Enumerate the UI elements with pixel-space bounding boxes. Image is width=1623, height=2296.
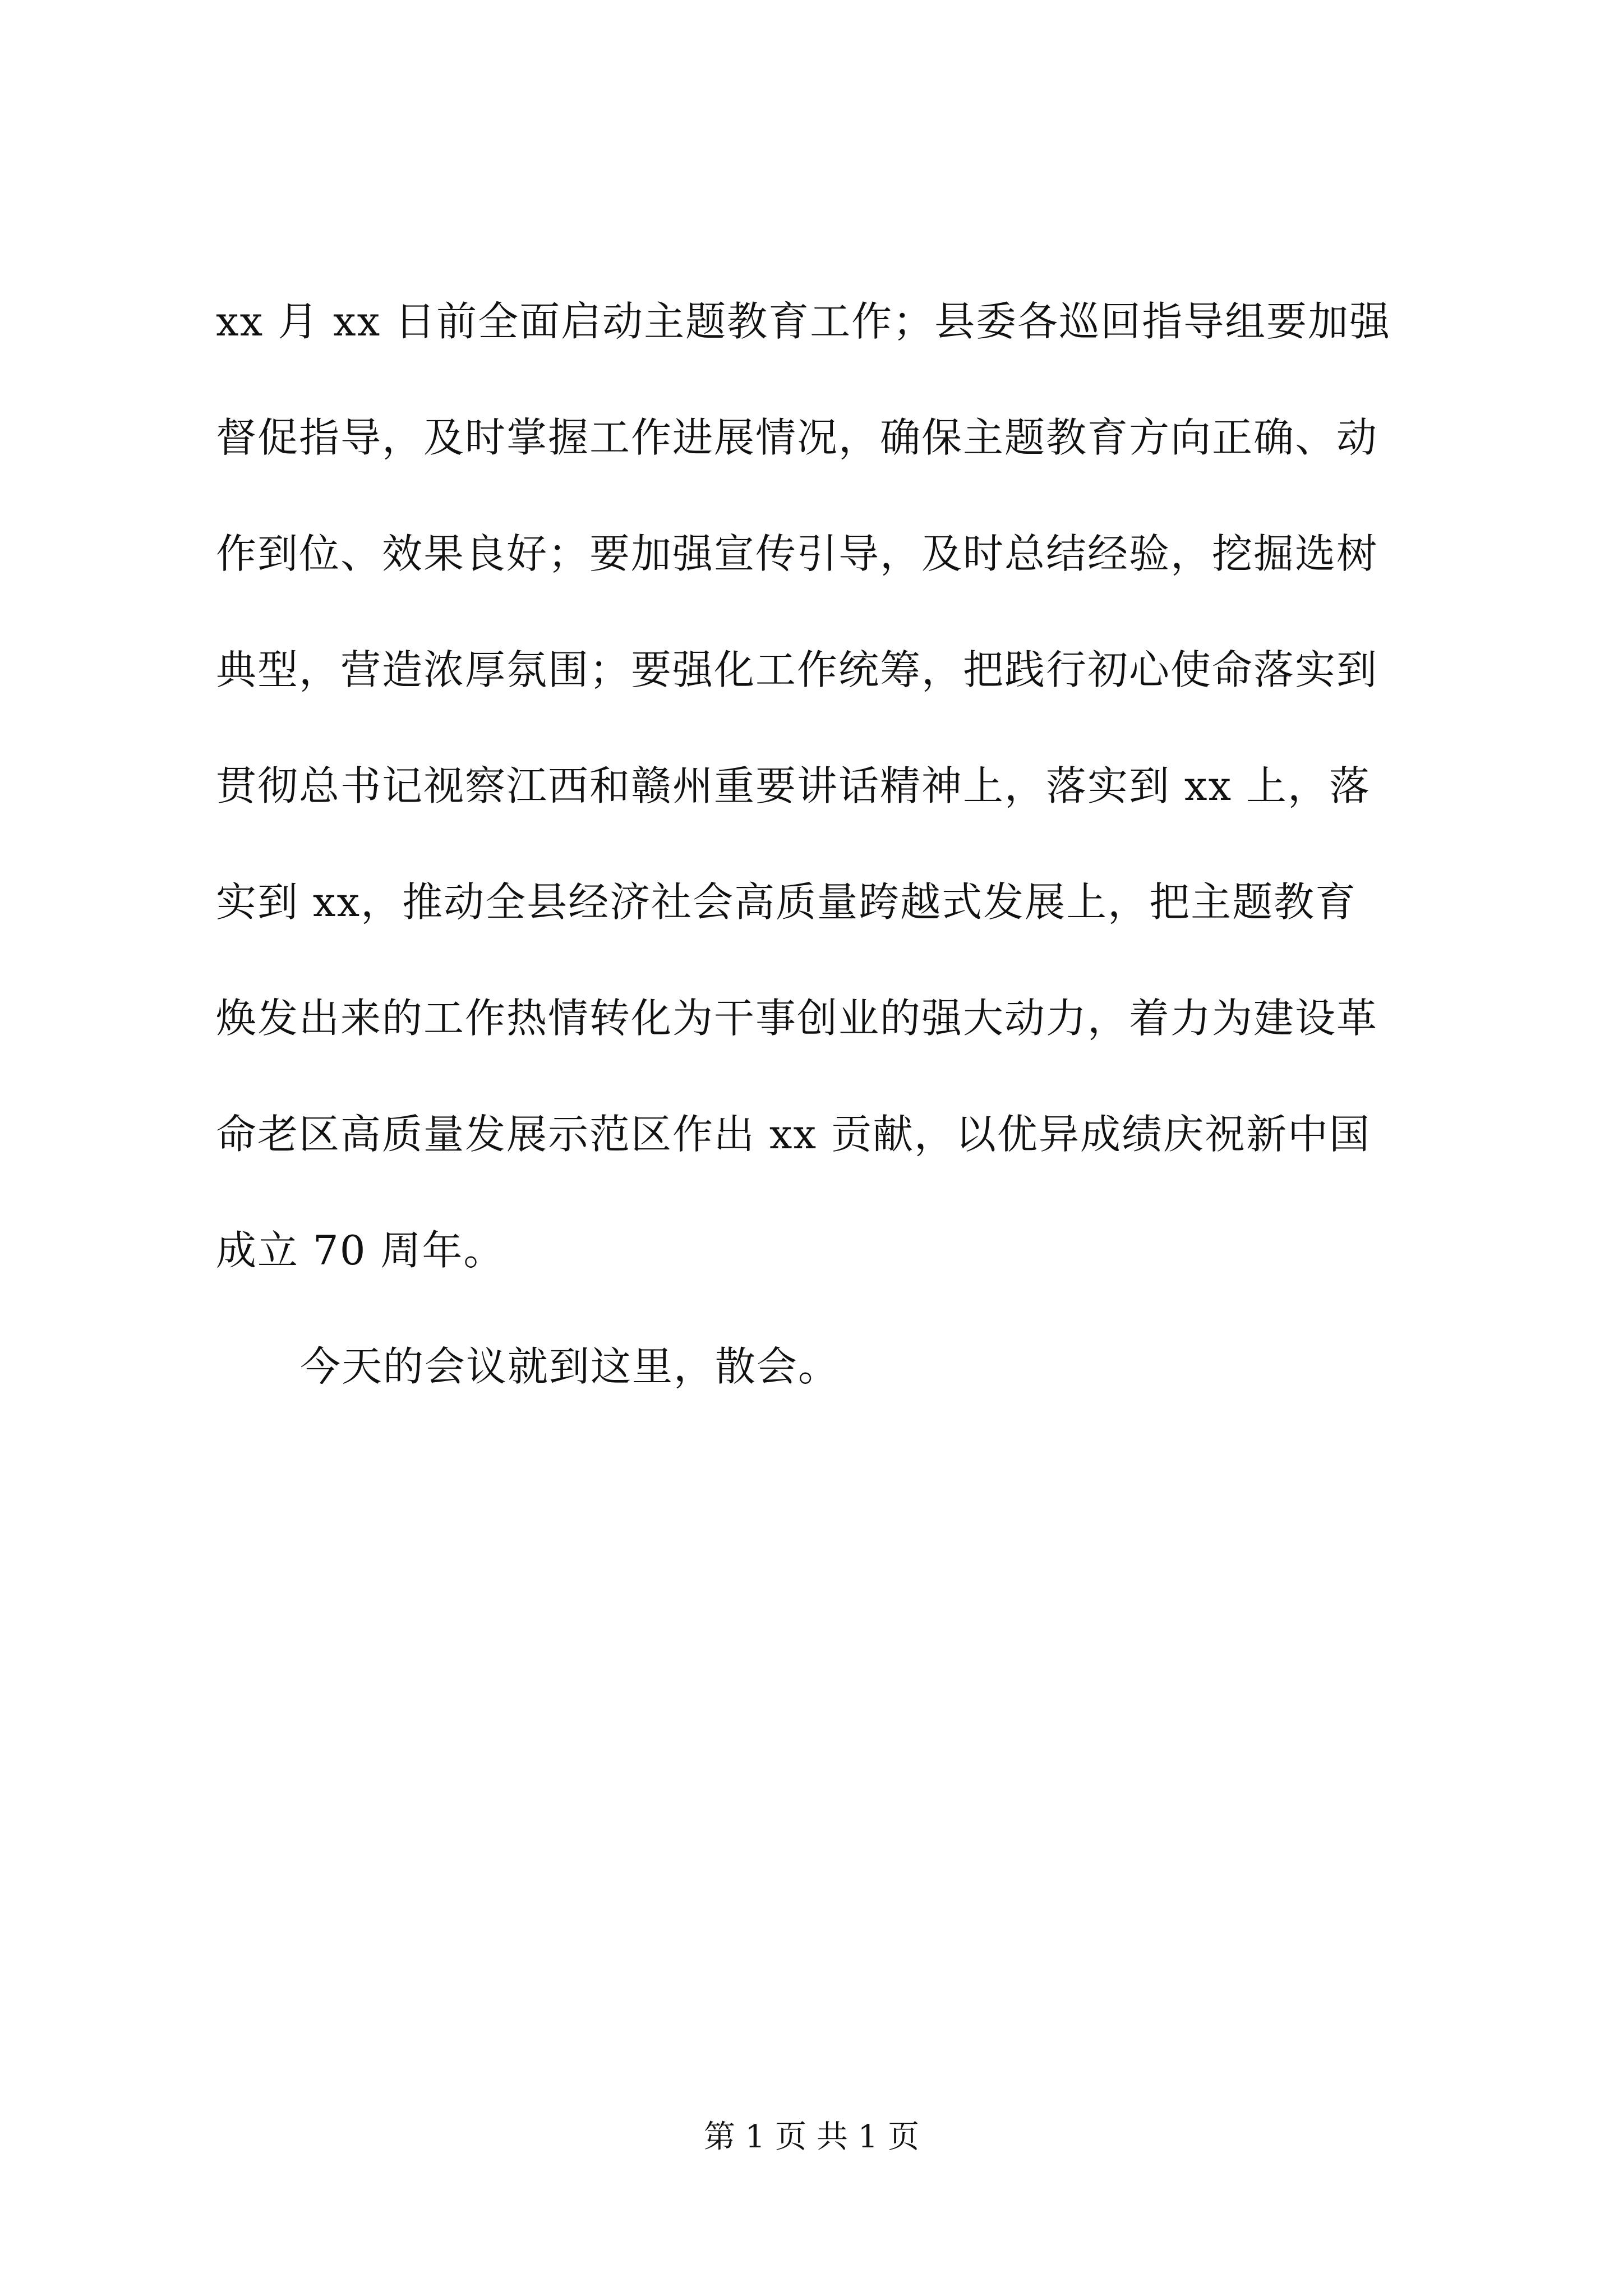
paragraph-line: 命老区高质量发展示范区作出 xx 贡献，以优异成绩庆祝新中国 <box>216 1111 1371 1158</box>
paragraph-line: 焕发出来的工作热情转化为干事创业的强大动力，着力为建设革 <box>216 995 1378 1042</box>
paragraph-line: 典型，营造浓厚氛围；要强化工作统筹，把践行初心使命落实到 <box>216 646 1378 693</box>
paragraph-line: xx 月 xx 日前全面启动主题教育工作；县委各巡回指导组要加强 <box>216 298 1391 345</box>
paragraph-line: 作到位、效果良好；要加强宣传引导，及时总结经验，挖掘选树 <box>216 530 1378 577</box>
closing-line: 今天的会议就到这里，散会。 <box>300 1343 840 1390</box>
page-footer: 第 1 页 共 1 页 <box>703 2119 920 2155</box>
paragraph-line: 督促指导，及时掌握工作进展情况，确保主题教育方向正确、动 <box>216 414 1378 461</box>
paragraph-line: 实到 xx，推动全县经济社会高质量跨越式发展上，把主题教育 <box>216 878 1357 926</box>
paragraph-line: 贯彻总书记视察江西和赣州重要讲话精神上，落实到 xx 上，落 <box>216 762 1371 809</box>
body-text <box>216 264 1416 1425</box>
paragraph-line: 成立 70 周年。 <box>216 1227 505 1274</box>
